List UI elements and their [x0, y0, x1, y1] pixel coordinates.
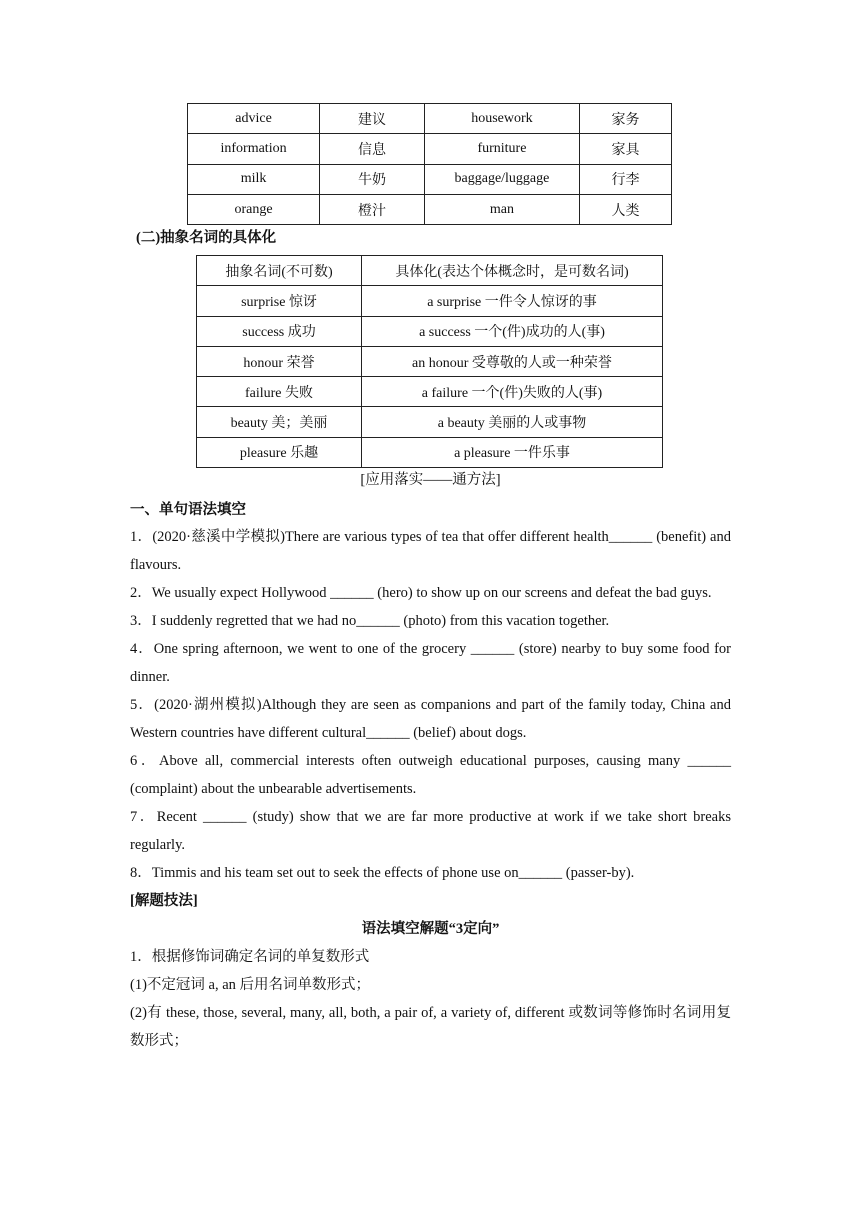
table-cell: 行李	[580, 164, 672, 194]
table-cell: milk	[188, 164, 320, 194]
table-header: 抽象名词(不可数)	[197, 256, 362, 286]
table-cell: orange	[188, 194, 320, 224]
table-row	[197, 286, 663, 316]
table-cell: 家具	[580, 134, 672, 164]
question-item: 5．(2020·湖州模拟)Although they are seen as companions and part of the family today, China and Western countries have different cultural______ (belief) about dogs.	[130, 697, 731, 741]
table-cell: man	[424, 194, 579, 224]
question-item: 6．Above all, commercial interests often outweigh educational purposes, causing many ______ (complaint) about the unbearable advertisements.	[130, 753, 731, 797]
table-cell: an honour 受尊敬的人或一种荣誉	[362, 346, 663, 376]
tips-line: (1)不定冠词 a, an 后用名词单数形式；	[130, 977, 371, 993]
table-cell: a success 一个(件)成功的人(事)	[362, 316, 663, 346]
table-row	[197, 346, 663, 376]
table-cell: honour 荣誉	[197, 346, 362, 376]
practice-caption: [应用落实——通方法]	[360, 472, 501, 488]
table-cell: advice	[188, 104, 320, 134]
table-cell: 橙汁	[320, 194, 425, 224]
tips-label: [解题技法]	[130, 893, 198, 909]
table-cell: beauty 美；美丽	[197, 407, 362, 437]
table-row	[197, 316, 663, 346]
question-item: 4．One spring afternoon, we went to one of the grocery ______ (store) nearby to buy some food for dinner.	[130, 641, 731, 685]
exercise-title: 一、单句语法填空	[130, 502, 246, 518]
table-row	[188, 164, 672, 194]
table-cell: a beauty 美丽的人或事物	[362, 407, 663, 437]
table-header: 具体化(表达个体概念时，是可数名词)	[362, 256, 663, 286]
tips-line: (2)有 these, those, several, many, all, both, a pair of, a variety of, different 或数词等修饰时名词用复数形式；	[130, 1005, 731, 1049]
question-item: 7．Recent ______ (study) show that we are far more productive at work if we take short breaks regularly.	[130, 809, 731, 853]
tips-title: 语法填空解题“3定向”	[361, 921, 500, 937]
table-cell: a pleasure 一件乐事	[362, 437, 663, 467]
table-cell: surprise 惊讶	[197, 286, 362, 316]
table-row	[197, 377, 663, 407]
table-cell: furniture	[424, 134, 579, 164]
table-cell: failure 失败	[197, 377, 362, 407]
table-cell: 牛奶	[320, 164, 425, 194]
section-title-abstract-nouns: (二)抽象名词的具体化	[136, 230, 277, 246]
table-cell: 家务	[580, 104, 672, 134]
table-cell: 人类	[580, 194, 672, 224]
uncountable-noun-table	[187, 103, 672, 225]
question-item: 3．I suddenly regretted that we had no______ (photo) from this vacation together.	[130, 613, 610, 629]
table-row	[188, 194, 672, 224]
question-item: 2．We usually expect Hollywood ______ (hero) to show up on our screens and defeat the bad guys.	[130, 585, 712, 601]
table-cell: baggage/luggage	[424, 164, 579, 194]
table-cell: a surprise 一件令人惊讶的事	[362, 286, 663, 316]
table-row	[188, 134, 672, 164]
abstract-noun-table	[196, 255, 663, 468]
question-list	[130, 523, 731, 1055]
tips-line: 1．根据修饰词确定名词的单复数形式	[130, 949, 370, 965]
table-cell: housework	[424, 104, 579, 134]
table-cell: a failure 一个(件)失败的人(事)	[362, 377, 663, 407]
question-item: 1．(2020·慈溪中学模拟)There are various types of tea that offer different health______ (benefit) and flavours.	[130, 529, 731, 573]
table-cell: success 成功	[197, 316, 362, 346]
table-row	[188, 104, 672, 134]
table-cell: 建议	[320, 104, 425, 134]
question-item: 8．Timmis and his team set out to seek the effects of phone use on______ (passer-by).	[130, 865, 635, 881]
table-cell: 信息	[320, 134, 425, 164]
table-row	[197, 437, 663, 467]
table-cell: pleasure 乐趣	[197, 437, 362, 467]
table-row	[197, 407, 663, 437]
table-cell: information	[188, 134, 320, 164]
